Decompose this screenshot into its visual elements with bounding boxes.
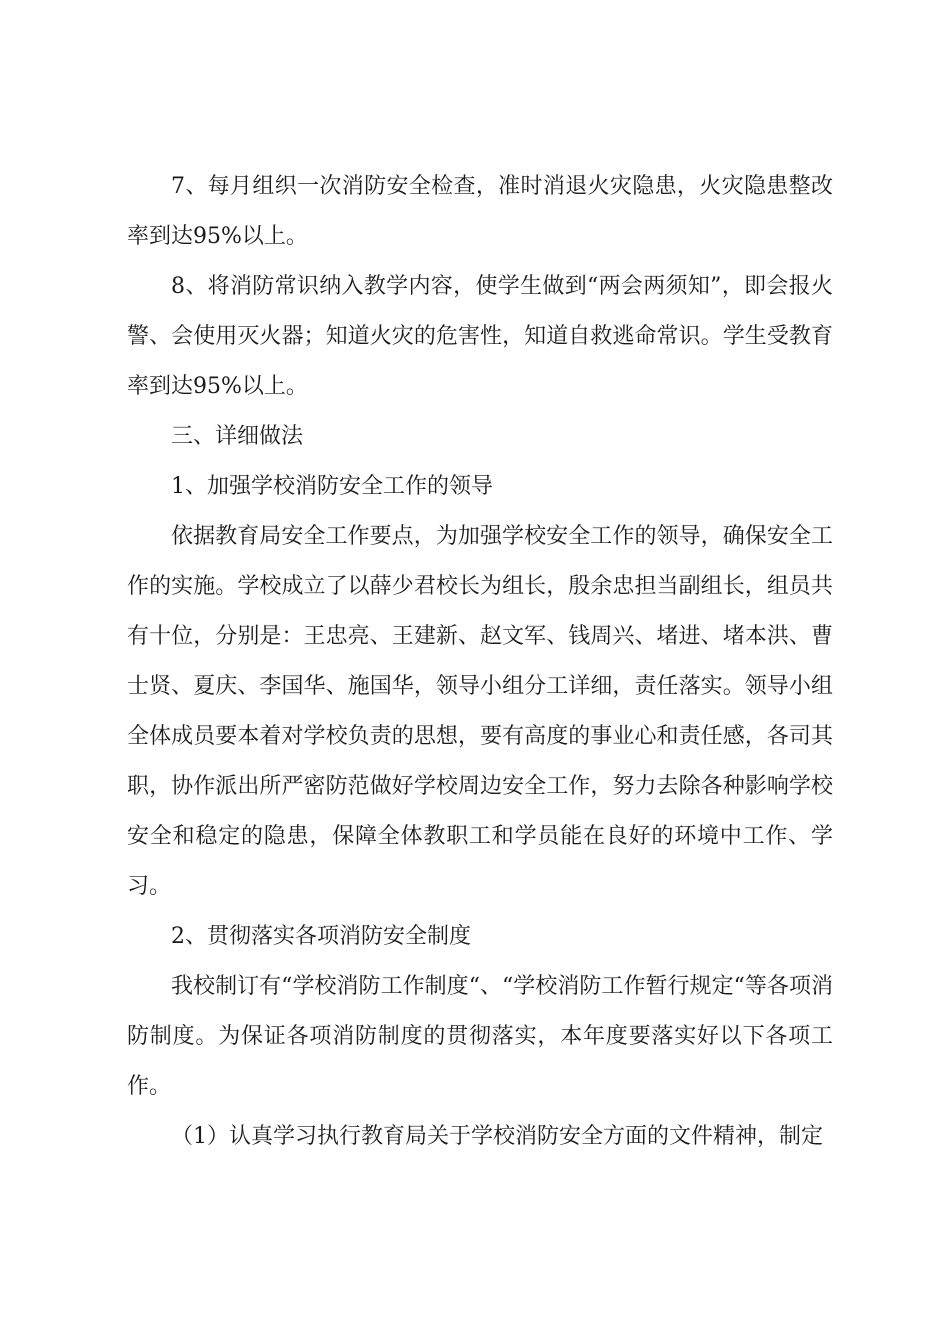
section-heading-methods: 三、详细做法 bbox=[171, 424, 304, 449]
document-body bbox=[127, 162, 833, 1162]
subheading-regulations: 2、贯彻落实各项消防安全制度 bbox=[171, 924, 471, 949]
paragraph-item-7: 7、每月组织一次消防安全检查，准时消退火灾隐患，火灾隐患整改率到达95%以上。 bbox=[127, 174, 833, 249]
paragraph-item-1: （1）认真学习执行教育局关于学校消防安全方面的文件精神，制定 bbox=[171, 1124, 823, 1149]
paragraph-item-8: 8、将消防常识纳入教学内容，使学生做到“两会两须知”，即会报火警、会使用灭火器；知道火灾的危害性，知道自救逃命常识。学生受教育率到达95%以上。 bbox=[127, 274, 833, 399]
subheading-leadership: 1、加强学校消防安全工作的领导 bbox=[171, 474, 493, 499]
paragraph-leadership: 依据教育局安全工作要点，为加强学校安全工作的领导，确保安全工作的实施。学校成立了以薛少君校长为组长，殷余忠担当副组长，组员共有十位，分别是：王忠亮、王建新、赵文军、钱周兴、堵进、堵本洪、曹士贤、夏庆、李国华、施国华，领导小组分工详细，责任落实。领导小组全体成员要本着对学校负责的思想，要有高度的事业心和责任感，各司其职，协作派出所严密防范做好学校周边安全工作，努力去除各种影响学校安全和稳定的隐患，保障全体教职工和学员能在良好的环境中工作、学习。 bbox=[127, 524, 833, 899]
paragraph-regulations: 我校制订有“学校消防工作制度“、“学校消防工作暂行规定“等各项消防制度。为保证各项消防制度的贯彻落实，本年度要落实好以下各项工作。 bbox=[127, 974, 833, 1099]
